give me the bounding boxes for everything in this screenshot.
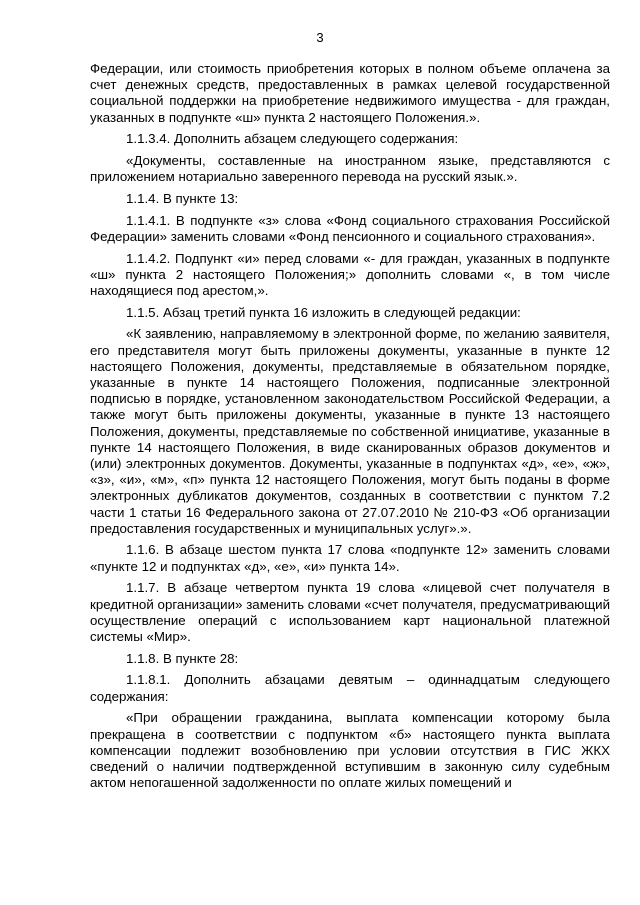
- paragraph-1-1-4-2: 1.1.4.2. Подпункт «и» перед словами «- для граждан, указанных в подпункте «ш» пункта 2 настоящего Положения;» дополнить словами «, в том числе находящиеся под арестом,».: [90, 250, 610, 298]
- paragraph-1-1-5: 1.1.5. Абзац третий пункта 16 изложить в следующей редакции:: [126, 304, 521, 320]
- paragraph-1-1-4: 1.1.4. В пункте 13:: [126, 190, 239, 206]
- paragraph-1-1-7: 1.1.7. В абзаце четвертом пункта 19 слова «лицевой счет получателя в кредитной организации» заменить словами «счет получателя, предусматривающий осуществление операций с использованием карт национальной платежной системы «Мир».: [90, 580, 610, 644]
- paragraph-quote-application: «К заявлению, направляемому в электронной форме, по желанию заявителя, его представителя могут быть приложены документы, указанные в пункте 12 настоящего Положения, документы, представляемые в обязательном порядке, указанные в пункте 14 настоящего Положения, подписанные электронной подписью в порядке, установленном законодательством Российской Федерации, а также могут быть приложены документы, указанные в пункте 13 настоящего Положения, документы, представляемые по собственной инициативе, указанные в пункте 14 настоящего Положения, в виде сканированных образов документов и (или) электронных документов. Документы, указанные в подпунктах «д», «е», «ж», «з», «и», «м», «п» пункта 12 настоящего Положения, могут быть поданы в форме электронных дубликатов документов, созданных в соответствии с пунктом 7.2 части 1 статьи 16 Федерального закона от 27.07.2010 № 210-ФЗ «Об организации предоставления государственных и муниципальных услуг».».: [90, 326, 610, 536]
- paragraph-1-1-3-4: 1.1.3.4. Дополнить абзацем следующего содержания:: [126, 131, 459, 147]
- paragraph-1-1-6: 1.1.6. В абзаце шестом пункта 17 слова «подпункте 12» заменить словами «пункте 12 и подпунктах «д», «е», «и» пункта 14».: [90, 542, 610, 574]
- paragraph-continuation: Федерации, или стоимость приобретения которых в полном объеме оплачена за счет денежных средств, предоставленных в рамках целевой государственной социальной поддержки на приобретение недвижимого имущества - для граждан, указанных в подпункте «ш» пункта 2 настоящего Положения.».: [90, 61, 610, 125]
- paragraph-1-1-8: 1.1.8. В пункте 28:: [126, 650, 239, 666]
- paragraph-1-1-8-1: 1.1.8.1. Дополнить абзацами девятым – одиннадцатым следующего содержания:: [90, 672, 610, 704]
- document-body: [90, 61, 610, 791]
- paragraph-quote-documents: «Документы, составленные на иностранном языке, представляются с приложением нотариально заверенного перевода на русский язык.».: [90, 153, 610, 185]
- paragraph-quote-compensation: «При обращении гражданина, выплата компенсации которому была прекращена в соответствии с подпунктом «б» настоящего пункта выплата компенсации подлежит возобновлению при условии отсутствия в ГИС ЖКХ сведений о наличии подтвержденной вступившим в законную силу судебным актом непогашенной задолженности по оплате жилых помещений и: [90, 710, 610, 791]
- paragraph-1-1-4-1: 1.1.4.1. В подпункте «з» слова «Фонд социального страхования Российской Федерации» заменить словами «Фонд пенсионного и социального страхования».: [90, 212, 610, 244]
- page-number: 3: [316, 30, 324, 45]
